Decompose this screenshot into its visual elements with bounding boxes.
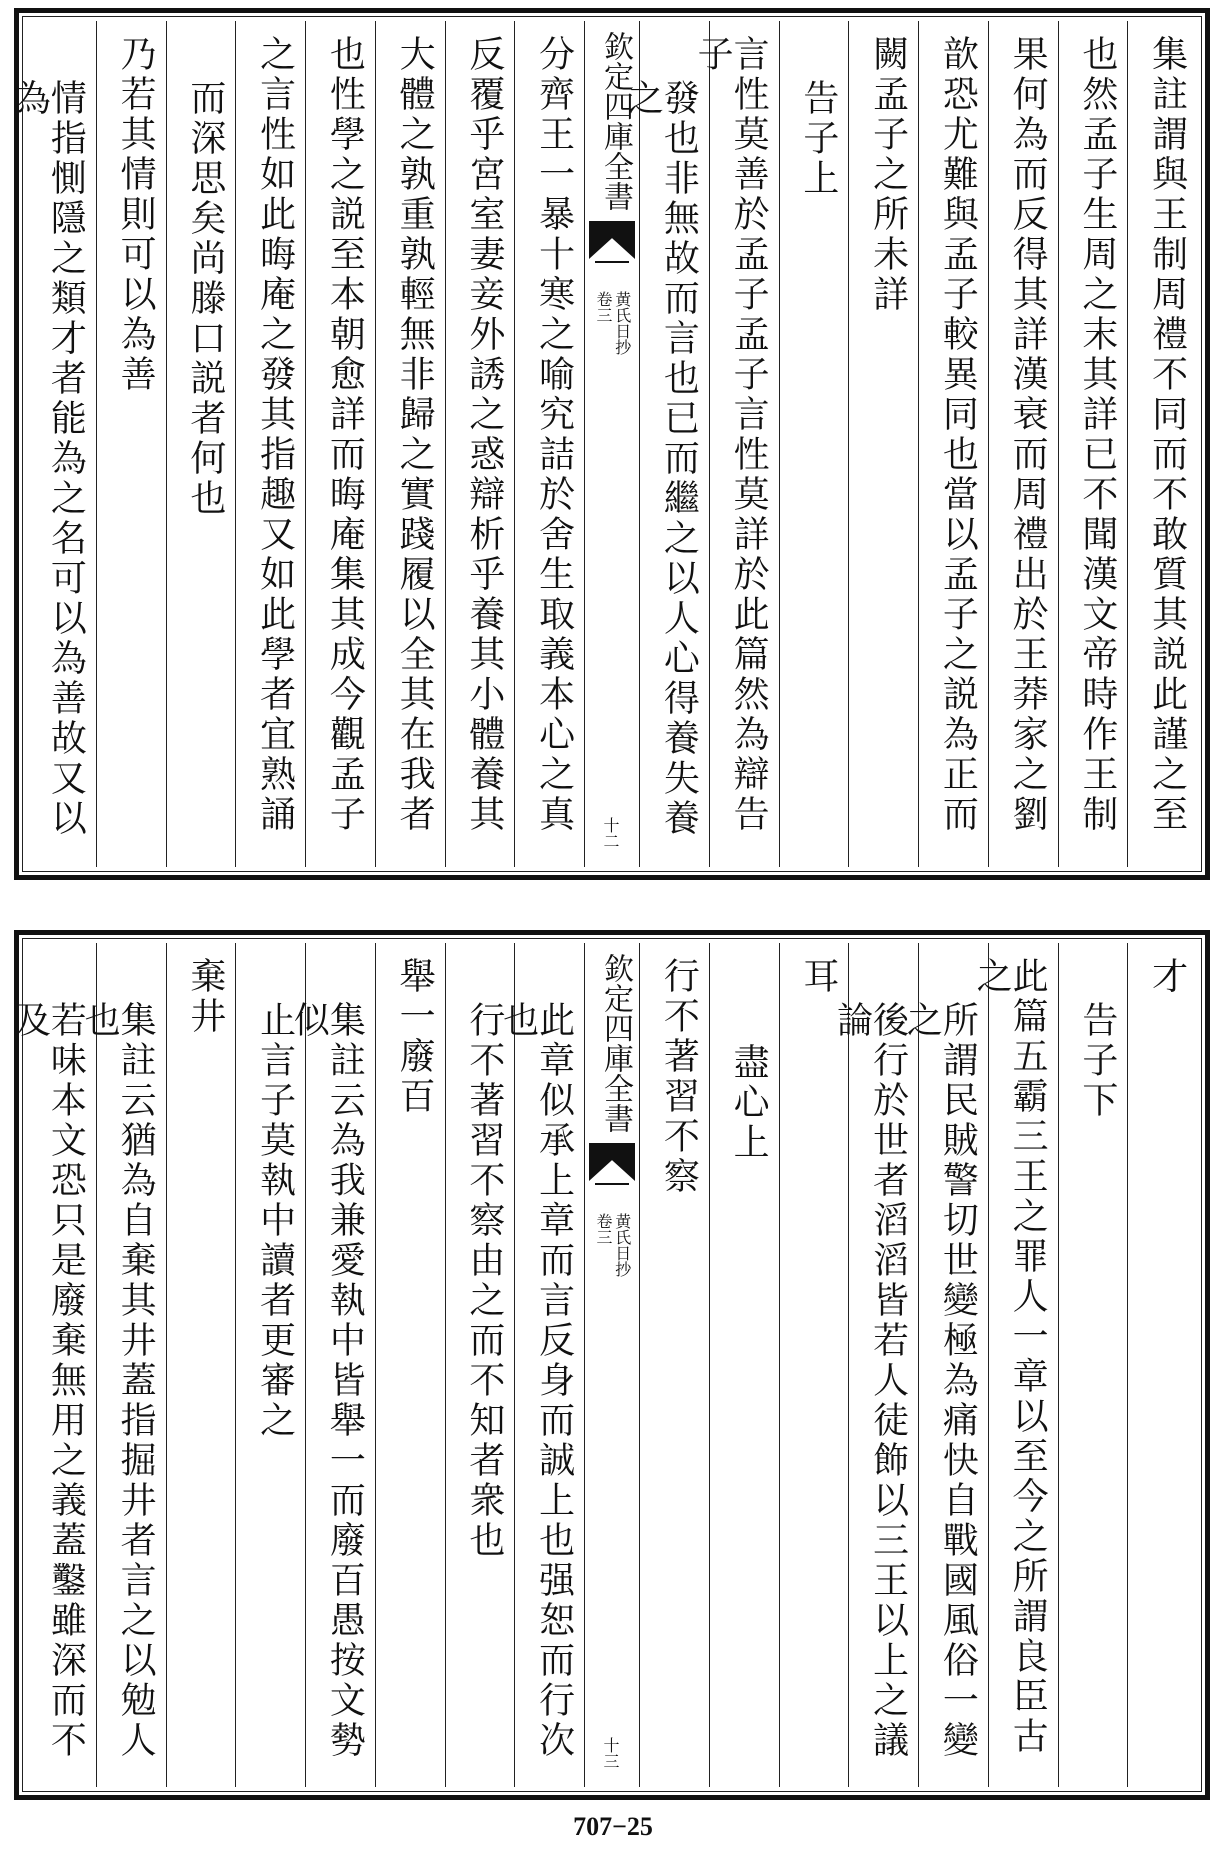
text-column xyxy=(639,943,709,1787)
text-column xyxy=(692,21,779,867)
upper-page-columns xyxy=(9,21,1197,867)
column-text: 言性莫善於孟子孟子言性莫詳於此篇然為辯告子 xyxy=(692,35,770,835)
text-column xyxy=(235,943,305,1787)
text-column xyxy=(375,943,445,1787)
lower-page-columns xyxy=(9,943,1197,1787)
text-column xyxy=(988,21,1058,867)
text-column xyxy=(9,943,96,1787)
text-column xyxy=(1058,943,1128,1787)
text-column xyxy=(1127,943,1197,1787)
column-text: 歆恐尤難與孟子較異同也當以孟子之説為正而 xyxy=(937,35,979,835)
column-text: 情指惻隱之類才者能為之名可以為善故又以為 xyxy=(9,79,87,839)
column-text: 乃若其情則可以為善 xyxy=(115,35,157,395)
column-text: 集註云猶為自棄其井蓋指掘井者言之以勉人也 xyxy=(79,1001,157,1761)
column-text: 才 xyxy=(1146,957,1188,997)
fish-tail-mark xyxy=(589,221,635,259)
text-column xyxy=(288,943,375,1787)
upper-page xyxy=(9,8,1210,880)
chapter-heading: 盡心上 xyxy=(728,1043,770,1163)
column-text: 舉一廢百 xyxy=(394,957,436,1117)
text-column xyxy=(514,21,584,867)
column-text: 行不著習不察由之而不知者衆也 xyxy=(463,1001,505,1561)
column-text: 此篇五霸三王之罪人一章以至今之所謂良臣古之 xyxy=(971,957,1049,1757)
column-text: 集註謂與王制周禮不同而不敢質其説此謹之至 xyxy=(1146,35,1188,835)
folio-number: 十三 xyxy=(601,1737,620,1769)
page-number: 707−25 xyxy=(573,1812,653,1841)
column-text: 分齊王一暴十寒之喻究詰於舍生取義本心之真 xyxy=(533,35,575,835)
work-title: 黄氏日抄 xyxy=(612,1213,632,1277)
column-text: 此章似承上章而言反身而誠上也强恕而行次也 xyxy=(497,1001,575,1761)
text-column xyxy=(96,21,166,867)
column-text: 所謂民賊警切世變極為痛快自戰國風俗一變之 xyxy=(901,1001,979,1761)
column-text: 行不著習不察 xyxy=(658,957,700,1197)
text-column xyxy=(1127,21,1197,867)
column-text: 大體之孰重孰輕無非歸之實踐履以全其在我者 xyxy=(394,35,436,835)
fold-subtitle xyxy=(594,291,630,355)
chapter-heading: 告子下 xyxy=(1076,1001,1118,1121)
text-column xyxy=(971,943,1058,1787)
column-text: 之言性如此晦庵之發其指趣又如此學者宜熟誦 xyxy=(254,35,296,835)
column-text: 果何為而反得其詳漢衰而周禮出於王莽家之劉 xyxy=(1007,35,1049,835)
fold-subtitle xyxy=(594,1213,630,1277)
column-text: 反覆乎宮室妻妾外誘之惑辯析乎養其小體養其 xyxy=(463,35,505,835)
text-column xyxy=(79,943,166,1787)
chapter-heading: 告子上 xyxy=(797,79,839,199)
text-column xyxy=(848,21,918,867)
column-text: 耳 xyxy=(797,957,839,997)
column-text: 闕孟子之所未詳 xyxy=(867,35,909,315)
volume-label: 卷三 xyxy=(594,291,613,323)
column-text: 後行於世者滔滔皆若人徒飾以三王以上之議論 xyxy=(831,1001,909,1761)
fold-divider xyxy=(595,261,629,263)
text-column xyxy=(709,943,779,1787)
column-text: 集註云為我兼愛執中皆舉一而廢百愚按文勢似 xyxy=(288,1001,366,1761)
book-title: 欽定四庫全書 xyxy=(598,953,633,1133)
text-column xyxy=(9,21,96,867)
text-column xyxy=(166,21,236,867)
fold-margin xyxy=(584,943,639,1787)
text-column xyxy=(166,943,236,1787)
fold-divider xyxy=(595,1183,629,1185)
folio-number: 十二 xyxy=(601,817,620,849)
fold-margin xyxy=(584,21,639,867)
column-text: 也然孟子生周之末其詳已不聞漢文帝時作王制 xyxy=(1076,35,1118,835)
fish-tail-mark xyxy=(589,1143,635,1181)
text-column xyxy=(779,21,849,867)
work-title: 黄氏日抄 xyxy=(612,291,632,355)
text-column xyxy=(445,943,515,1787)
text-column xyxy=(375,21,445,867)
column-text: 而深思矣尚滕口説者何也 xyxy=(184,79,226,519)
text-column xyxy=(445,21,515,867)
text-column xyxy=(1058,21,1128,867)
text-column xyxy=(779,943,849,1787)
text-column xyxy=(235,21,305,867)
text-column xyxy=(918,21,988,867)
text-column xyxy=(901,943,988,1787)
column-text: 也性學之説至本朝愈詳而晦庵集其成今觀孟子 xyxy=(324,35,366,835)
text-column xyxy=(497,943,584,1787)
text-column xyxy=(831,943,918,1787)
book-title: 欽定四庫全書 xyxy=(598,31,633,211)
lower-page xyxy=(9,930,1210,1800)
text-column xyxy=(305,21,375,867)
column-text: 棄井 xyxy=(184,957,226,1037)
column-text: 發也非無故而言也已而繼之以人心得養失養之 xyxy=(622,79,700,839)
column-text: 止言子莫執中讀者更審之 xyxy=(254,1001,296,1441)
column-text: 若味本文恐只是廢棄無用之義蓋鑿雖深而不及 xyxy=(9,1001,87,1761)
volume-label: 卷三 xyxy=(594,1213,613,1245)
